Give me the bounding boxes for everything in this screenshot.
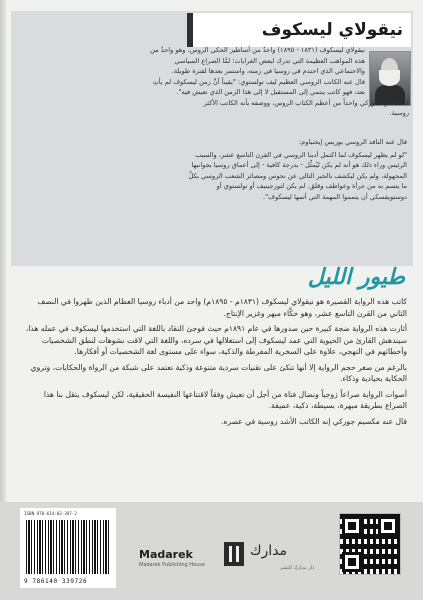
isbn-digits: 9 786140 339726 [24, 578, 88, 585]
bio-line: روسية. [389, 109, 409, 117]
book-title: طيور الليل [307, 264, 405, 290]
author-header [187, 13, 411, 47]
bio-line: هذه المواهب العظيمة التي تدرك لبعض الغرابات؛ لمَّا الصراع السياسي [174, 56, 365, 65]
author-name: نيقولاي ليسكوف [261, 20, 403, 40]
qr-finder [342, 516, 362, 536]
barcode-bars [26, 520, 110, 574]
publisher-name-en: Madarek [139, 548, 193, 561]
bio-line: نيقولاي ليسكوف (١٨٣١ - ١٨٩٥) واحدٌ من أساطير الحكي الروس، وهو واحدٌ من [150, 46, 365, 54]
critic-line: "لو لم يظهر ليسكوف لما اكتمل أدبنا الروسي في القرن التاسع عشر، والسبب [195, 150, 407, 159]
description-paragraph: أصوات الرواية صراعاً زوجياً ونضال فتاة من أجل أن تعيش وفقاً لاقتناعها النفيسة الحقيقية، لكن ليسكوف يتقل بنا هذا الصراع بطريقة مبهرة، بسيطة، ذكية، عميقة. [43, 389, 407, 410]
description-paragraph: كاتب هذه الرواية القصيرة هو نيقولاي ليسكوف (١٨٣١م - ١٨٩٥م) واحد من أدباء روسيا العظام الذين ظهروا في النصف الثاني من القرن التاسع عشر، وهو حكَّاء مبهر وغزير الإنتاج. [37, 297, 407, 318]
qr-finder [378, 516, 398, 536]
author-bio [27, 45, 409, 119]
book-description [22, 296, 407, 431]
bio-line: والاجتماعي الذي احتدم في روسيا في زمنه، واستمر بعدها لفترة طويلة. [171, 67, 365, 75]
bio-line: قال عنه الكاتب الروسي العظيم ليف تولستوي: "يقيناً أنَّ زمن ليسكوف لم يأتِ [152, 77, 365, 86]
description-paragraph: أثارت هذه الرواية ضجة كبيرة حين صدورها في عام ١٨٩١م حيث فوجئ النقاد باللغة التي استخدمها ليسكوف في عمله هذا، سيندهش القارئ من الحيوية التي عمد ليسكوف إلى استغلالها في سرده، واللغة التي لاقت نشوهات لنطق الشخصيات وأخطائهم في التهجي، علاوة على السخرية المفرطة والذكية، سواء على مستوى لغة الشخصيات أو أفكارها. [25, 324, 407, 356]
critic-line: المجهولة، ولم يكن ليكشف بالخبر التالي عن نحوس ومصائر الشعب الروسي بكلِّ [188, 171, 407, 180]
bio-line: كما اعتبره جوركي واحداً من أعظم الكتاب الروس، ووصفه بأنه الكاتب الأكثر [203, 98, 409, 107]
publisher-subtitle-en: Madarek Publishing House [139, 562, 205, 568]
isbn-label: ISBN 978-614-03-397-2 [24, 511, 77, 516]
critic-quote [22, 137, 407, 202]
publisher-name-ar: مدارك [250, 543, 288, 559]
bio-line: بعد، فهو كاتب ينتمي إلى المستقبل لا إلى هذا الزمن الذي نعيش فيه". [176, 88, 365, 96]
critic-line: قال عنه الناقد الروسي بوريس إيخنباوم: [298, 138, 407, 146]
qr-code-icon[interactable] [339, 513, 401, 575]
publisher-subtitle-ar: دار مدارك للنشر [280, 565, 315, 571]
description-paragraph: بالرغم من صغر حجم الرواية إلا أنها تتكئ على تقنيات سردية متنوعة وذكية تعتمد على شبكة من الرواة والحكايات، وتروي الحكاية بحيادية وذكاء. [30, 362, 407, 383]
qr-finder [342, 552, 362, 572]
publisher-logo-icon [224, 542, 244, 566]
critic-line: الرئيس وراء ذلك هو أنه لم يكن ليُمثِّل - بدرجة كافية - إلى أعماق روسيا بجوانبها [191, 161, 407, 169]
barcode-icon [20, 508, 116, 588]
critic-line: ما يتسم به من جرأة وعواطف وقلق. لم يكن لتورجينيف أو تولستوي أو [216, 182, 407, 190]
critic-line: دوستويفسكي أن يتمموا المهمة التي أتمها ليسكوف". [263, 192, 407, 201]
description-paragraph: قال عنه مكسيم جوركي إنه الكاتب الأشد روسية في عصره. [221, 416, 407, 426]
